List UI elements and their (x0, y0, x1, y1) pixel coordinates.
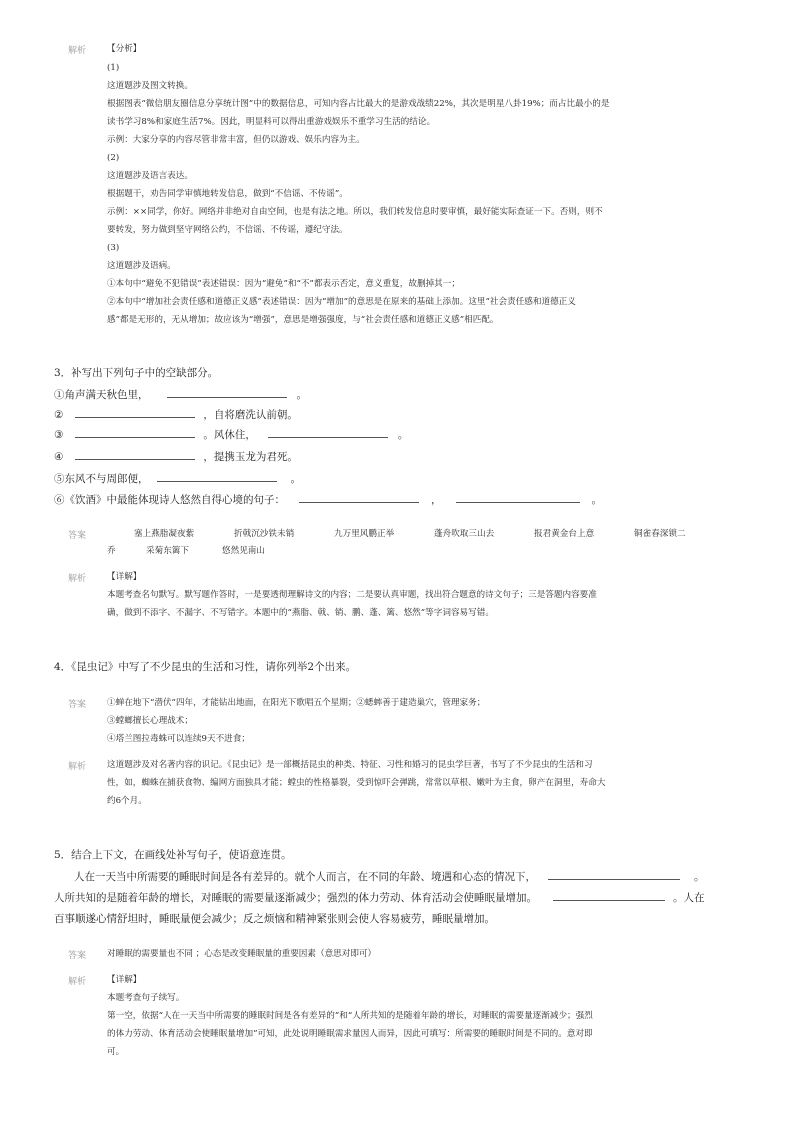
paragraph-text: 人在一天当中所需要的睡眠时间是各有差异的。就个人而言，在不同的年龄、境遇和心态的情况下， (74, 871, 536, 883)
fill-suffix: 。 (290, 473, 301, 485)
detail-line: 本题考查名句默写。默写题作答时，一是要透彻理解诗文的内容；二是要认真审题，找出符合题意的诗文句子；三是答题内容要准 (107, 590, 597, 600)
paragraph-text: 人所共知的是随着年龄的增长，对睡眠的需要量逐渐减少；强烈的体力劳动、体育活动会使睡眠量增加。 (54, 892, 537, 904)
answer-line: ③螳螂擅长心理战术； (107, 716, 193, 726)
fill-suffix: 。 (397, 429, 409, 441)
paragraph-line-1 (74, 870, 705, 884)
fill-prefix: ② (54, 409, 64, 421)
answer-item: 铜雀春深锁二 (634, 529, 686, 539)
answer-item: 报君黄金台上意 (534, 529, 595, 539)
analysis-line: 示例：××同学，你好。网络并非绝对自由空间，也是有法之地。所以，我们转发信息时要审慎，最好能实际查证一下。否则，则不 (107, 207, 603, 217)
answer-blank[interactable] (553, 891, 665, 901)
analysis-line: (1) (107, 63, 120, 73)
detail-title: 【详解】 (107, 975, 142, 985)
answer-blank[interactable] (157, 472, 277, 482)
fill-line-1 (54, 388, 307, 402)
answer-blank[interactable] (75, 408, 195, 418)
answer-blank[interactable] (456, 493, 580, 503)
paragraph-text: 。 (694, 871, 705, 883)
fill-text: ，提携玉龙为君死。 (203, 451, 298, 463)
fill-line-2 (54, 408, 298, 422)
analysis-label: 解析 (68, 977, 87, 987)
answer-label: 答案 (68, 700, 87, 710)
analysis-line: 根据图表“微信朋友圈信息分享统计图”中的数据信息，可知内容占比最大的是游戏战绩22%，其次是明星八卦19%；而占比最小的是 (107, 99, 610, 109)
answer-line: 对睡眠的需要量也不同 ；心态是改变睡眠量的重要因素（意思对即可） (107, 949, 377, 959)
analysis-line: 约6个月。 (107, 796, 147, 806)
fill-line-5 (54, 472, 301, 486)
answer-blank[interactable] (299, 493, 419, 503)
analysis-line: 这道题涉及图文转换。 (107, 81, 193, 91)
analysis-line: ①本句中“避免不犯错误”表述错误：因为“避免”和“不”都表示否定，意义重复，故删掉其一； (107, 279, 460, 289)
fill-prefix: ③ (54, 429, 64, 441)
fill-suffix: 。 (296, 389, 307, 401)
fill-prefix: ①角声满天秋色里， (54, 389, 149, 401)
question-stem: 5．结合上下文，在画线处补写句子，使语意连贯。 (54, 849, 292, 861)
fill-line-3 (54, 428, 408, 442)
analysis-line: 感”都是无形的，无从增加；故应该为“增强”，意思是增强强度，与“社会责任感和道德正义感”相匹配。 (107, 315, 499, 325)
answer-line: ④塔兰图拉毒蛛可以连续9天不进食； (107, 734, 250, 744)
fill-line-4 (54, 450, 298, 464)
analysis-line: (2) (107, 153, 120, 163)
answer-label: 答案 (68, 531, 87, 541)
analysis-label: 解析 (68, 46, 87, 56)
paragraph-text: 。人在 (673, 892, 705, 904)
analysis-line: (3) (107, 243, 120, 253)
analysis-line: ②本句中“增加社会责任感和道德正义感”表述错误：因为“增加”的意思是在原来的基础上添加。这里“社会责任感和道德正义 (107, 297, 576, 307)
answer-blank[interactable] (268, 428, 388, 438)
answer-label: 答案 (68, 951, 87, 961)
fill-suffix: 。 (591, 494, 602, 506)
answer-item: 蓬舟吹取三山去 (434, 529, 495, 539)
paragraph-line-2 (54, 891, 705, 905)
answer-item: 塞上燕脂凝夜紫 (134, 529, 195, 539)
question-stem: 3．补写出下列句子中的空缺部分。 (54, 367, 219, 379)
answer-blank[interactable] (167, 388, 287, 398)
answer-item: 采菊东篱下 (146, 546, 189, 556)
detail-line: 本题考查句子续写。 (107, 993, 185, 1003)
analysis-label: 解析 (68, 762, 87, 772)
answer-item: 悠然见南山 (222, 546, 265, 556)
fill-prefix: ④ (54, 451, 64, 463)
detail-line: 的体力劳动、体育活动会使睡眠量增加”可知，此处说明睡眠需求量因人而异，因此可填写：所需要的睡眠时间是不同的。意对即 (107, 1029, 593, 1039)
fill-text: ，自将磨洗认前朝。 (203, 409, 298, 421)
analysis-line: 这道题涉及语言表达。 (107, 171, 193, 181)
paragraph-line-3: 百事顺遂心情舒坦时，睡眠量便会减少；反之烦恼和精神紧张则会使人容易疲劳，睡眠量增加。 (54, 913, 495, 925)
analysis-line: 这道题涉及语病。 (107, 261, 176, 271)
analysis-line: 这道题涉及对名著内容的识记。《昆虫记》是一部概括昆虫的种类、特征、习性和婚习的昆虫学巨著，书写了不少昆虫的生活和习 (107, 760, 593, 770)
answer-item: 九万里风鹏正举 (334, 529, 395, 539)
analysis-line: 【分析】 (107, 44, 142, 54)
analysis-line: 读书学习8%和家庭生活7%。因此，明显料可以得出重游戏娱乐不重学习生活的结论。 (107, 117, 436, 127)
detail-title: 【详解】 (107, 572, 142, 582)
answer-item: 乔 (107, 546, 116, 556)
analysis-line: 示例：大家分享的内容尽管非常丰富，但仍以游戏、娱乐内容为主。 (107, 135, 365, 145)
detail-line: 确，做到不添字、不漏字、不写错字。本题中的“燕脂、戟、销、鹏、蓬、篱、悠然”等字词容易写错。 (107, 608, 494, 618)
analysis-line: 根据题干，劝告同学审慎地转发信息，做到“不信谣、不传谣”。 (107, 189, 348, 199)
answer-line: ①蝉在地下“潜伏”四年，才能钻出地面，在阳光下歌唱五个星期；②蟋蟀善于建造巢穴，管理家务； (107, 698, 486, 708)
answer-blank[interactable] (548, 870, 680, 880)
fill-prefix: ⑤东风不与周郎便， (54, 473, 149, 485)
fill-prefix: ⑥《饮酒》中最能体现诗人悠然自得心境的句子： (54, 494, 285, 506)
fill-text: 。风休住， (203, 429, 256, 441)
analysis-label: 解析 (68, 574, 87, 584)
fill-line-6 (54, 493, 602, 507)
fill-text: ， (431, 494, 442, 506)
answer-blank[interactable] (75, 450, 195, 460)
question-stem: 4．《昆虫记》中写了不少昆虫的生活和习性，请你列举2个出来。 (54, 661, 357, 673)
detail-line: 可。 (107, 1047, 125, 1057)
answer-item: 折戟沉沙铁未销 (234, 529, 295, 539)
answer-blank[interactable] (75, 428, 195, 438)
analysis-line: 要转发，努力做到坚守网络公约，不信谣、不传谣，遵纪守法。 (107, 225, 348, 235)
analysis-line: 性，如，蜘蛛在捕获食物、编网方面独具才能；螳虫的性格暴裂，受到惊吓会弹跳，常常以草根、嫩叶为主食，卵产在洞里，寿命大 (107, 778, 606, 788)
detail-line: 第一空，依据“人在一天当中所需要的睡眠时间是各有差异的”和“人所共知的是随着年龄的增长，对睡眠的需要量逐渐减少；强烈 (107, 1011, 593, 1021)
